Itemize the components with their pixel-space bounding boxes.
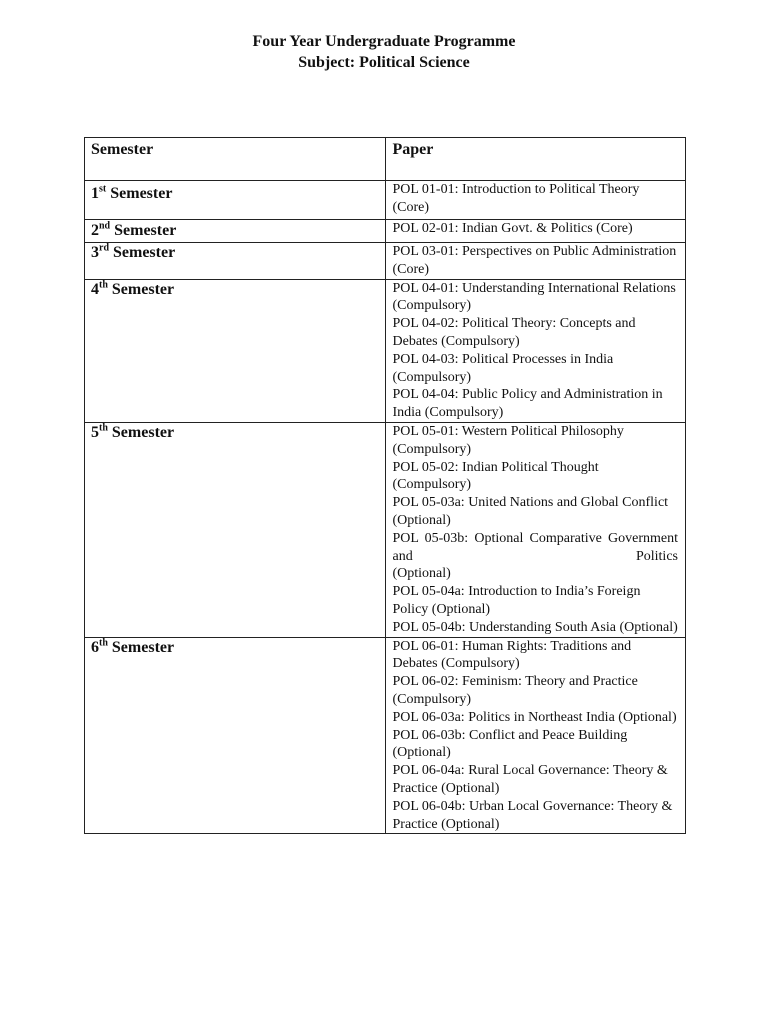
paper-item: POL 06-03a: Politics in Northeast India (Optional): [392, 709, 677, 725]
paper-item: POL 06-04b: Urban Local Governance: Theory & Practice (Optional): [392, 798, 673, 832]
paper-item: POL 05-03b: Optional Comparative Government and Politics: [392, 530, 678, 564]
semester-cell: [85, 637, 386, 834]
paper-item: POL 06-02: Feminism: Theory and Practice (Compulsory): [392, 674, 638, 707]
paper-cell: [385, 637, 686, 834]
paper-cell: [385, 279, 686, 422]
semester-label: 2nd Semester: [91, 220, 177, 239]
semester-cell: [85, 181, 386, 220]
table-row: [85, 220, 686, 243]
column-header-paper: Paper: [385, 138, 686, 181]
paper-item: POL 03-01: Perspectives on Public Administration (Core): [392, 244, 677, 277]
syllabus-table: [84, 137, 686, 834]
paper-cell: [385, 243, 686, 280]
paper-item: POL 05-04b: Understanding South Asia (Optional): [392, 619, 678, 635]
semester-cell: [85, 220, 386, 243]
semester-label: 5th Semester: [91, 422, 175, 441]
table-row: [85, 422, 686, 637]
semester-label: 4th Semester: [91, 279, 175, 298]
paper-item: POL 04-04: Public Policy and Administration in India (Compulsory): [392, 387, 663, 421]
table-row: [85, 181, 686, 220]
paper-item: POL 05-02: Indian Political Thought (Compulsory): [392, 459, 599, 493]
paper-item: POL 05-03a: United Nations and Global Conflict (Optional): [392, 495, 669, 528]
semester-cell: [85, 279, 386, 422]
paper-item: POL 04-03: Political Processes in India (Compulsory): [392, 351, 614, 385]
paper-item: POL 06-01: Human Rights: Traditions and Debates (Compulsory): [392, 638, 632, 672]
table-header-row: [85, 138, 686, 181]
paper-item: POL 01-01: Introduction to Political Theory (Core): [392, 182, 640, 215]
paper-item: POL 05-01: Western Political Philosophy (Compulsory): [392, 423, 624, 457]
column-header-semester: Semester: [85, 138, 386, 181]
subject-title: Subject: Political Science: [298, 54, 470, 71]
semester-label: 3rd Semester: [91, 242, 176, 261]
programme-title: Four Year Undergraduate Programme: [252, 33, 516, 50]
table-row: [85, 637, 686, 834]
paper-item: POL 04-02: Political Theory: Concepts and Debates (Compulsory): [392, 316, 636, 349]
paper-cell: [385, 181, 686, 220]
paper-item: POL 02-01: Indian Govt. & Politics (Core): [392, 221, 633, 236]
paper-cell: [385, 220, 686, 243]
semester-cell: [85, 422, 386, 637]
paper-item: POL 06-04a: Rural Local Governance: Theory & Practice (Optional): [392, 763, 668, 796]
paper-item: POL 04-01: Understanding International Relations (Compulsory): [392, 280, 676, 314]
paper-cell: [385, 422, 686, 637]
table-row: [85, 279, 686, 422]
paper-item: POL 06-03b: Conflict and Peace Building (Optional): [392, 727, 628, 761]
paper-item: POL 05-04a: Introduction to India’s Foreign Policy (Optional): [392, 584, 641, 617]
paper-item-continuation: (Optional): [392, 566, 451, 582]
semester-cell: [85, 243, 386, 280]
document-header: [0, 31, 768, 73]
semester-label: 1st Semester: [91, 183, 173, 202]
table-row: [85, 243, 686, 280]
semester-label: 6th Semester: [91, 637, 175, 656]
